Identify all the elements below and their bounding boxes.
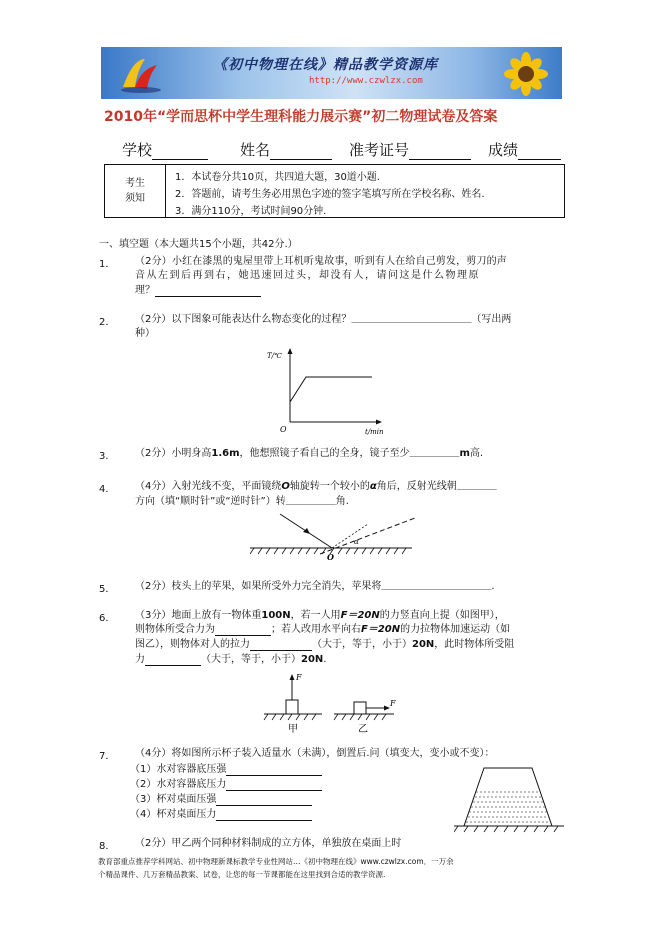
graph-xlabel: t/min (365, 428, 384, 436)
q6-force: F＝20N (340, 610, 380, 621)
q7-item-blank[interactable] (216, 795, 312, 806)
q4-angle: α (369, 481, 377, 492)
title-contest: “学而思杯中学生理科能力展示赛” (156, 109, 372, 125)
q6-line4-b: （大于，等于，小于） (201, 654, 301, 665)
q7-item-blank[interactable] (216, 810, 312, 821)
q4-line2: 方向（填“顺时针”或“逆时针”）转＿＿＿＿＿角. (135, 496, 349, 507)
question-number: 4． (99, 484, 116, 495)
fig-origin-label: O (327, 552, 334, 560)
score-label: 成绩 (488, 141, 519, 159)
q6-line2 (135, 623, 510, 636)
q4-line1-b: 轴旋转一个较小的 (289, 481, 370, 492)
notice-label (105, 165, 166, 217)
q4-point: O (281, 481, 290, 492)
mirror-reflection-diagram (250, 510, 420, 560)
notice-rule: 1．本试卷分共10页，共四道大题，30道小题. (175, 172, 380, 183)
question-number: 1． (99, 259, 116, 270)
q3-text (135, 447, 483, 460)
q6-cmp-1: 20N (412, 639, 435, 650)
notice-label-line2: 须知 (125, 193, 145, 204)
graph-origin: O (280, 425, 287, 434)
q6-line2-c: 的力拉物体加速运动（如 (400, 624, 511, 635)
banner-slogan: 《初中物理在线》精品教学资源库 (213, 57, 438, 73)
exam-no-blank[interactable] (409, 145, 471, 160)
exam-notice-box (104, 164, 565, 218)
q6-line1-b: ，若一人用 (290, 610, 341, 621)
q6-line4-c: . (323, 654, 327, 665)
q7-item (130, 778, 322, 791)
fig-label-jia: 甲 (288, 724, 298, 735)
name-label: 姓名 (240, 141, 271, 159)
footer-line1: 教育部重点推荐学科网站、初中物理新课标教学专业性网站…《初中物理在线》www.czwlzx.com．一万余 (98, 857, 454, 866)
q6-line4 (135, 653, 326, 666)
q1-line1: （2分）小红在漆黑的鬼屋里带上耳机听鬼故事，听到有人在给自己剪发，剪刀的声 (135, 256, 507, 267)
question-number: 8． (99, 841, 116, 852)
q8-text: （2分）甲乙两个同种材料制成的立方体，单独放在桌面上时 (135, 838, 402, 849)
sunflower-icon (496, 51, 556, 97)
q6-blank-1[interactable] (215, 625, 271, 636)
question-number: 2． (99, 317, 116, 328)
question-number: 6． (99, 613, 116, 624)
q1-answer-blank[interactable] (155, 286, 261, 297)
q2-line2: 种） (135, 328, 155, 339)
q7-item (130, 793, 312, 806)
q6-line3-c: ，此时物体所受阻 (434, 639, 515, 650)
school-blank[interactable] (152, 145, 208, 160)
fig-label-yi: 乙 (358, 724, 368, 735)
school-label: 学校 (122, 141, 153, 159)
q6-weight: 100N (261, 610, 291, 621)
q4-line1-a: （4分）入射光线不变，平面镜绕 (135, 481, 282, 492)
fig-force-label-yi: F (390, 699, 396, 708)
question-number: 5． (99, 584, 116, 595)
q1-line3 (135, 284, 261, 297)
q6-blank-3[interactable] (145, 655, 201, 666)
q1-line3-text: 理？ (135, 285, 155, 296)
site-logo-icon (115, 53, 167, 95)
title-year: 2010年 (104, 109, 157, 125)
notice-rule: 2．答题前，请考生务必用黑色字迹的签字笔填写所在学校名称、姓名. (175, 189, 485, 200)
exam-title (104, 106, 497, 126)
q1-line2: 音从左到后再到右，她迅速回过头，却没有人，请问这是什么物理原 (135, 270, 480, 281)
q7-item-text: （4）杯对桌面压力 (130, 809, 217, 820)
header-banner (101, 47, 562, 99)
force-diagrams (262, 670, 402, 736)
q3-text-c: 高. (469, 448, 484, 459)
graph-ylabel: T/℃ (267, 352, 282, 360)
q7-item-text: （2）水对容器底压力 (130, 779, 227, 790)
q5-text: （2分）枝头上的苹果，如果所受外力完全消失，苹果将＿＿＿＿＿＿＿＿＿＿＿. (135, 581, 495, 592)
footer-line2: 个精品课件、几万套精品教案、试卷，让您的每一节课都能在这里找到合适的教学资源. (98, 870, 386, 879)
cup-diagram (454, 762, 566, 836)
q7-item (130, 763, 322, 776)
q6-line2-b: ；若人改用水平向右 (271, 624, 361, 635)
name-field (240, 139, 332, 160)
q6-line3 (135, 638, 514, 651)
q7-line1: （4分）将如图所示杯子装入适量水（未满），倒置后.问（填变大，变小或不变）： (135, 748, 495, 759)
score-field (488, 139, 561, 160)
q6-force-2: F＝20N (361, 624, 401, 635)
exam-no-label: 准考证号 (349, 141, 410, 159)
q3-height: 1.6m (211, 448, 240, 459)
q6-blank-2[interactable] (250, 640, 312, 651)
fig-force-label-jia: F (296, 673, 302, 682)
fig-alpha-label: α (354, 538, 359, 546)
question-number: 7． (99, 751, 116, 762)
question-number: 3． (99, 451, 116, 462)
q6-line4-a: 力 (135, 654, 145, 665)
q3-text-b: ，他想照镜子看自己的全身，镜子至少＿＿＿＿＿ (239, 448, 460, 459)
q7-item-text: （3）杯对桌面压强 (130, 794, 217, 805)
q4-line1 (135, 480, 497, 493)
q2-line1: （2分）以下图象可能表达什么物态变化的过程？＿＿＿＿＿＿＿＿＿＿＿＿（写出两 (135, 314, 512, 325)
q3-text-a: （2分）小明身高 (135, 448, 212, 459)
q7-item (130, 808, 312, 821)
notice-label-line1: 考生 (125, 178, 145, 189)
banner-url[interactable]: http://www.czwlzx.com (309, 76, 423, 86)
name-blank[interactable] (270, 145, 332, 160)
q6-line3-b: （大于，等于，小于） (312, 639, 412, 650)
temperature-time-graph (262, 344, 390, 436)
q4-line1-c: 角后，反射光线朝＿＿＿＿ (376, 481, 497, 492)
title-subject: 初二物理试卷及答案 (371, 109, 498, 125)
q3-unit: m (459, 448, 470, 459)
section-heading: 一、填空题（本大题共15个小题，共42分.） (99, 239, 298, 250)
q7-item-text: （1）水对容器底压强 (130, 764, 227, 775)
q6-line1-a: （3分）地面上放有一物体重 (135, 610, 262, 621)
q6-line1 (135, 609, 505, 622)
q7-item-blank[interactable] (226, 780, 322, 791)
q6-cmp-2: 20N (301, 654, 324, 665)
score-blank[interactable] (518, 145, 561, 160)
notice-rule: 3．满分110分，考试时间90分钟. (175, 206, 327, 217)
school-field (122, 139, 208, 160)
q6-line1-c: 的力竖直向上提（如图甲）， (379, 610, 505, 621)
q7-item-blank[interactable] (226, 765, 322, 776)
q6-line2-a: 则物体所受合力为 (135, 624, 215, 635)
exam-no-field (349, 139, 471, 160)
q6-line3-a: 图乙），则物体对人的拉力 (135, 639, 250, 650)
